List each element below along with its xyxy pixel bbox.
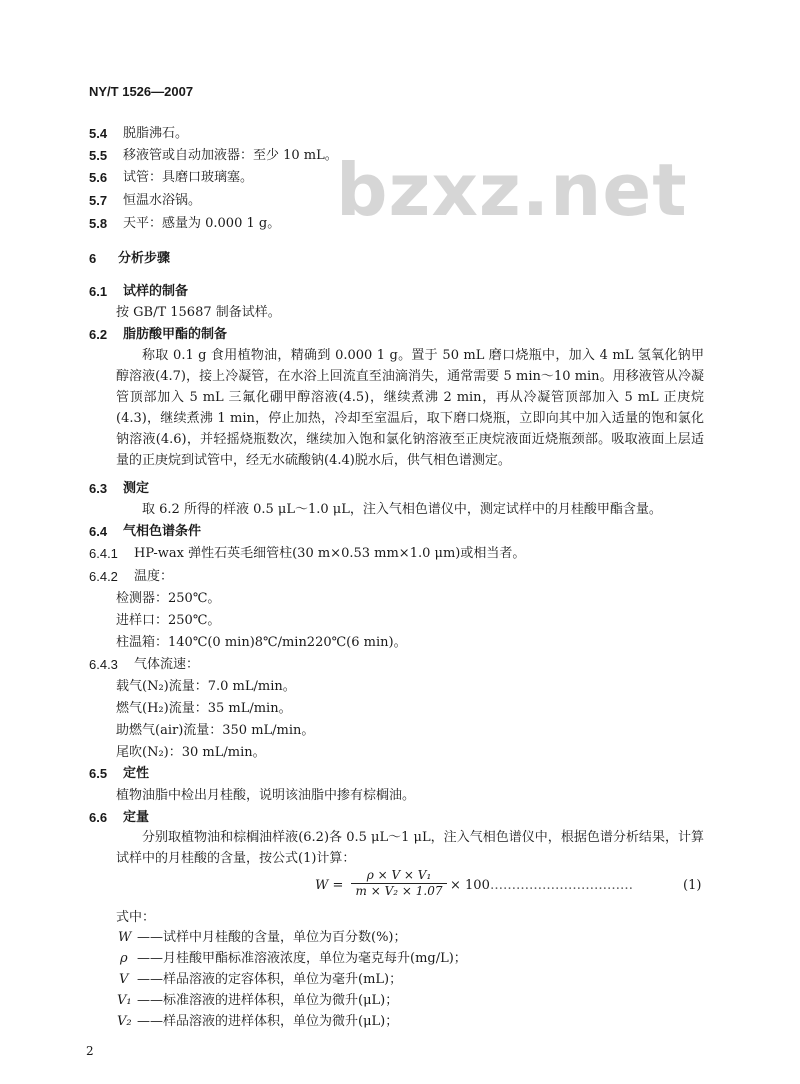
section-title: 分析步骤: [118, 251, 171, 266]
section-title: 定性: [123, 766, 150, 781]
condition-line: 检测器：250℃。: [116, 591, 221, 606]
item-number: 5.6: [89, 170, 108, 185]
watermark: bzxz.net: [336, 148, 688, 232]
standard-code-header: NY/T 1526—2007: [89, 84, 194, 99]
formula-leader-dots: ……………………………: [490, 878, 633, 893]
variable-symbol: V₂: [117, 1014, 132, 1029]
section-number: 6.3: [89, 481, 108, 496]
item-text: 移液管或自动加液器：至少 10 mL。: [123, 148, 338, 163]
variable-symbol: V₁: [117, 993, 132, 1008]
item-number: 5.7: [89, 193, 108, 208]
item-number: 5.4: [89, 126, 108, 141]
variable-description: ——样品溶液的进样体积，单位为微升(μL)；: [137, 1014, 399, 1029]
section-body: 称取 0.1 g 食用植物油，精确到 0.000 1 g。置于 50 mL 磨口烧瓶中，加入 4 mL 氢氧化钠甲醇溶液(4.7)，接上冷凝管，在水浴上回流直至油滴消失，通常需要 5 min～10 min。用移液管从冷凝管顶部加入 5 mL 三氟化硼甲醇溶液(4.5)，继续煮沸 2 min，再从冷凝管顶部加入 5 mL 正庚烷(4.3)，继续煮沸 1 min，停止加热，冷却至室温后，取下磨口烧瓶，立即向其中加入适量的饱和氯化钠溶液(4.6)，并轻摇烧瓶数次，继续加入饱和氯化钠溶液至正庚烷液面近烧瓶颈部。吸取液面上层适量的正庚烷到试管中，经无水硫酸钠(4.4)脱水后，供气相色谱测定。: [116, 348, 704, 468]
section-title: 脂肪酸甲酯的制备: [123, 327, 228, 342]
section-number: 6.4.1: [89, 546, 118, 561]
formula-lhs: W =: [315, 878, 344, 893]
section-body: 植物油脂中检出月桂酸，说明该油脂中掺有棕榈油。: [116, 788, 416, 803]
section-title: 定量: [123, 810, 150, 825]
item-number: 5.8: [89, 216, 108, 231]
section-number: 6.5: [89, 766, 108, 781]
item-text: 恒温水浴锅。: [123, 193, 202, 208]
page-number: 2: [86, 1044, 94, 1058]
condition-line: 尾吹(N₂)：30 mL/min。: [116, 745, 266, 760]
item-number: 5.5: [89, 148, 108, 163]
section-body: 分别取植物油和棕榈油样液(6.2)各 0.5 μL～1 μL，注入气相色谱仪中，根据色谱分析结果，计算试样中的月桂酸的含量，按公式(1)计算：: [116, 830, 704, 866]
variable-symbol: ρ: [120, 951, 128, 966]
section-number: 6.2: [89, 327, 108, 342]
condition-line: 进样口：250℃。: [116, 613, 221, 628]
condition-line: 燃气(H₂)流量：35 mL/min。: [116, 701, 292, 716]
formula-denominator: m × V₂ × 1.07: [355, 884, 443, 898]
variable-description: ——试样中月桂酸的含量，单位为百分数(%)；: [137, 930, 407, 945]
section-body: 温度：: [134, 569, 174, 584]
where-label: 式中：: [116, 910, 156, 925]
condition-line: 载气(N₂)流量：7.0 mL/min。: [116, 679, 296, 694]
variable-description: ——标准溶液的进样体积，单位为微升(μL)；: [137, 993, 399, 1008]
section-number: 6.6: [89, 810, 108, 825]
section-title: 气相色谱条件: [123, 524, 202, 539]
section-number: 6.4.3: [89, 657, 118, 672]
formula-numerator: ρ × V × V₁: [351, 868, 447, 884]
section-title: 试样的制备: [123, 284, 189, 299]
formula-equation-number: (1): [683, 878, 702, 893]
section-number: 6: [89, 251, 97, 266]
section-body: 气体流速：: [134, 657, 200, 672]
formula-multiplier: × 100: [450, 878, 490, 893]
condition-line: 柱温箱：140℃(0 min)8℃/min220℃(6 min)。: [116, 635, 407, 650]
variable-symbol: V: [119, 972, 129, 987]
item-text: 试管：具磨口玻璃塞。: [123, 170, 254, 185]
formula-fraction: [351, 868, 447, 898]
section-body: HP-wax 弹性石英毛细管柱(30 m×0.53 mm×1.0 μm)或相当者。: [134, 546, 526, 561]
condition-line: 助燃气(air)流量：350 mL/min。: [116, 723, 315, 738]
item-text: 天平：感量为 0.000 1 g。: [123, 216, 281, 231]
section-title: 测定: [123, 481, 150, 496]
section-number: 6.1: [89, 284, 108, 299]
variable-symbol: W: [118, 930, 132, 945]
variable-description: ——月桂酸甲酯标准溶液浓度，单位为毫克每升(mg/L)；: [137, 951, 467, 966]
section-number: 6.4: [89, 524, 108, 539]
section-body: 按 GB/T 15687 制备试样。: [116, 305, 281, 320]
section-number: 6.4.2: [89, 569, 118, 584]
section-body: 取 6.2 所得的样液 0.5 μL～1.0 μL，注入气相色谱仪中，测定试样中的月桂酸甲酯含量。: [142, 502, 662, 517]
item-text: 脱脂沸石。: [123, 126, 189, 141]
variable-description: ——样品溶液的定容体积，单位为毫升(mL)；: [137, 972, 403, 987]
